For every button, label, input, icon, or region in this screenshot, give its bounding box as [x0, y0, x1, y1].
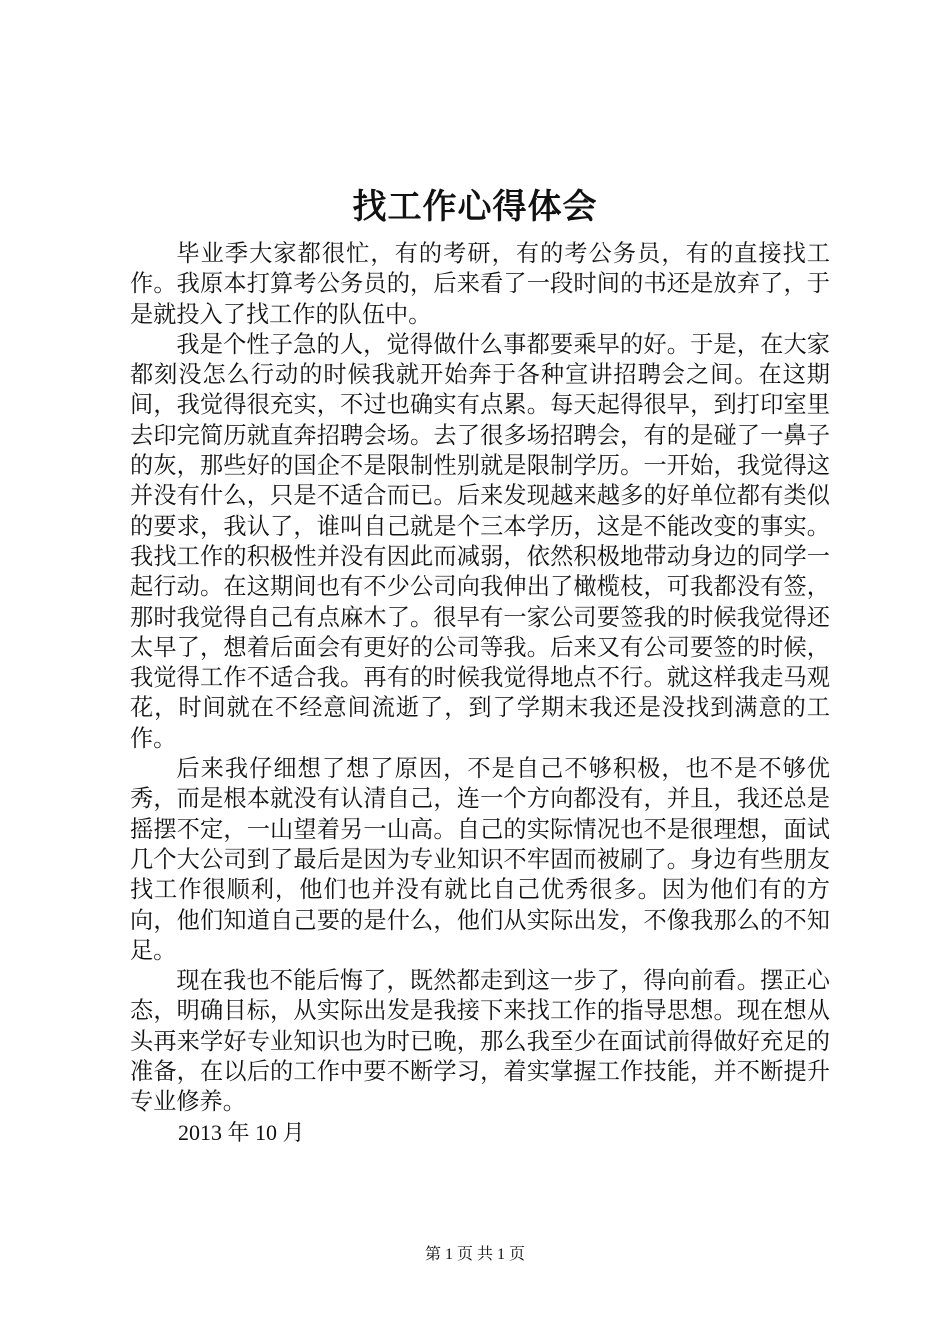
paragraph-1: 毕业季大家都很忙，有的考研，有的考公务员，有的直接找工作。我原本打算考公务员的，后来看了一段时间的书还是放弃了，于是就投入了找工作的队伍中。: [130, 240, 830, 328]
paragraph-2: 我是个性子急的人，觉得做什么事都要乘早的好。于是，在大家都刻没怎么行动的时候我就开始奔于各种宣讲招聘会之间。在这期间，我觉得很充实，不过也确实有点累。每天起得很早，到打印室里去印完简历就直奔招聘会场。去了很多场招聘会，有的是碰了一鼻子的灰，那些好的国企不是限制性别就是限制学历。一开始，我觉得这并没有什么，只是不适合而已。后来发现越来越多的好单位都有类似的要求，我认了，谁叫自己就是个三本学历，这是不能改变的事实。我找工作的积极性并没有因此而减弱，依然积极地带动身边的同学一起行动。在这期间也有不少公司向我伸出了橄榄枝，可我都没有签，那时我觉得自己有点麻木了。很早有一家公司要签我的时候我觉得还太早了，想着后面会有更好的公司等我。后来又有公司要签的时候，我觉得工作不适合我。再有的时候我觉得地点不行。就这样我走马观花，时间就在不经意间流逝了，到了学期末我还是没找到满意的工作。: [130, 330, 830, 752]
document-body: [130, 239, 830, 1148]
paragraph-3: 后来我仔细想了想了原因，不是自己不够积极，也不是不够优秀，而是根本就没有认清自己，连一个方向都没有，并且，我还总是摇摆不定，一山望着另一山高。自己的实际情况也不是很理想，面试几个大公司到了最后是因为专业知识不牢固而被刷了。身边有些朋友找工作很顺利，他们也并没有就比自己优秀很多。因为他们有的方向，他们知道自己要的是什么，他们从实际出发，不像我那么的不知足。: [130, 755, 830, 964]
paragraph-4: 现在我也不能后悔了，既然都走到这一步了，得向前看。摆正心态，明确目标，从实际出发是我接下来找工作的指导思想。现在想从头再来学好专业知识也为时已晚，那么我至少在面试前得做好充足的准备，在以后的工作中要不断学习，着实掌握工作技能，并不断提升专业修养。: [130, 967, 830, 1116]
document-title: 找工作心得体会: [352, 187, 598, 227]
document-date: 2013 年 10 月: [178, 1119, 305, 1145]
page-footer: 第 1 页 共 1 页: [424, 1246, 525, 1263]
